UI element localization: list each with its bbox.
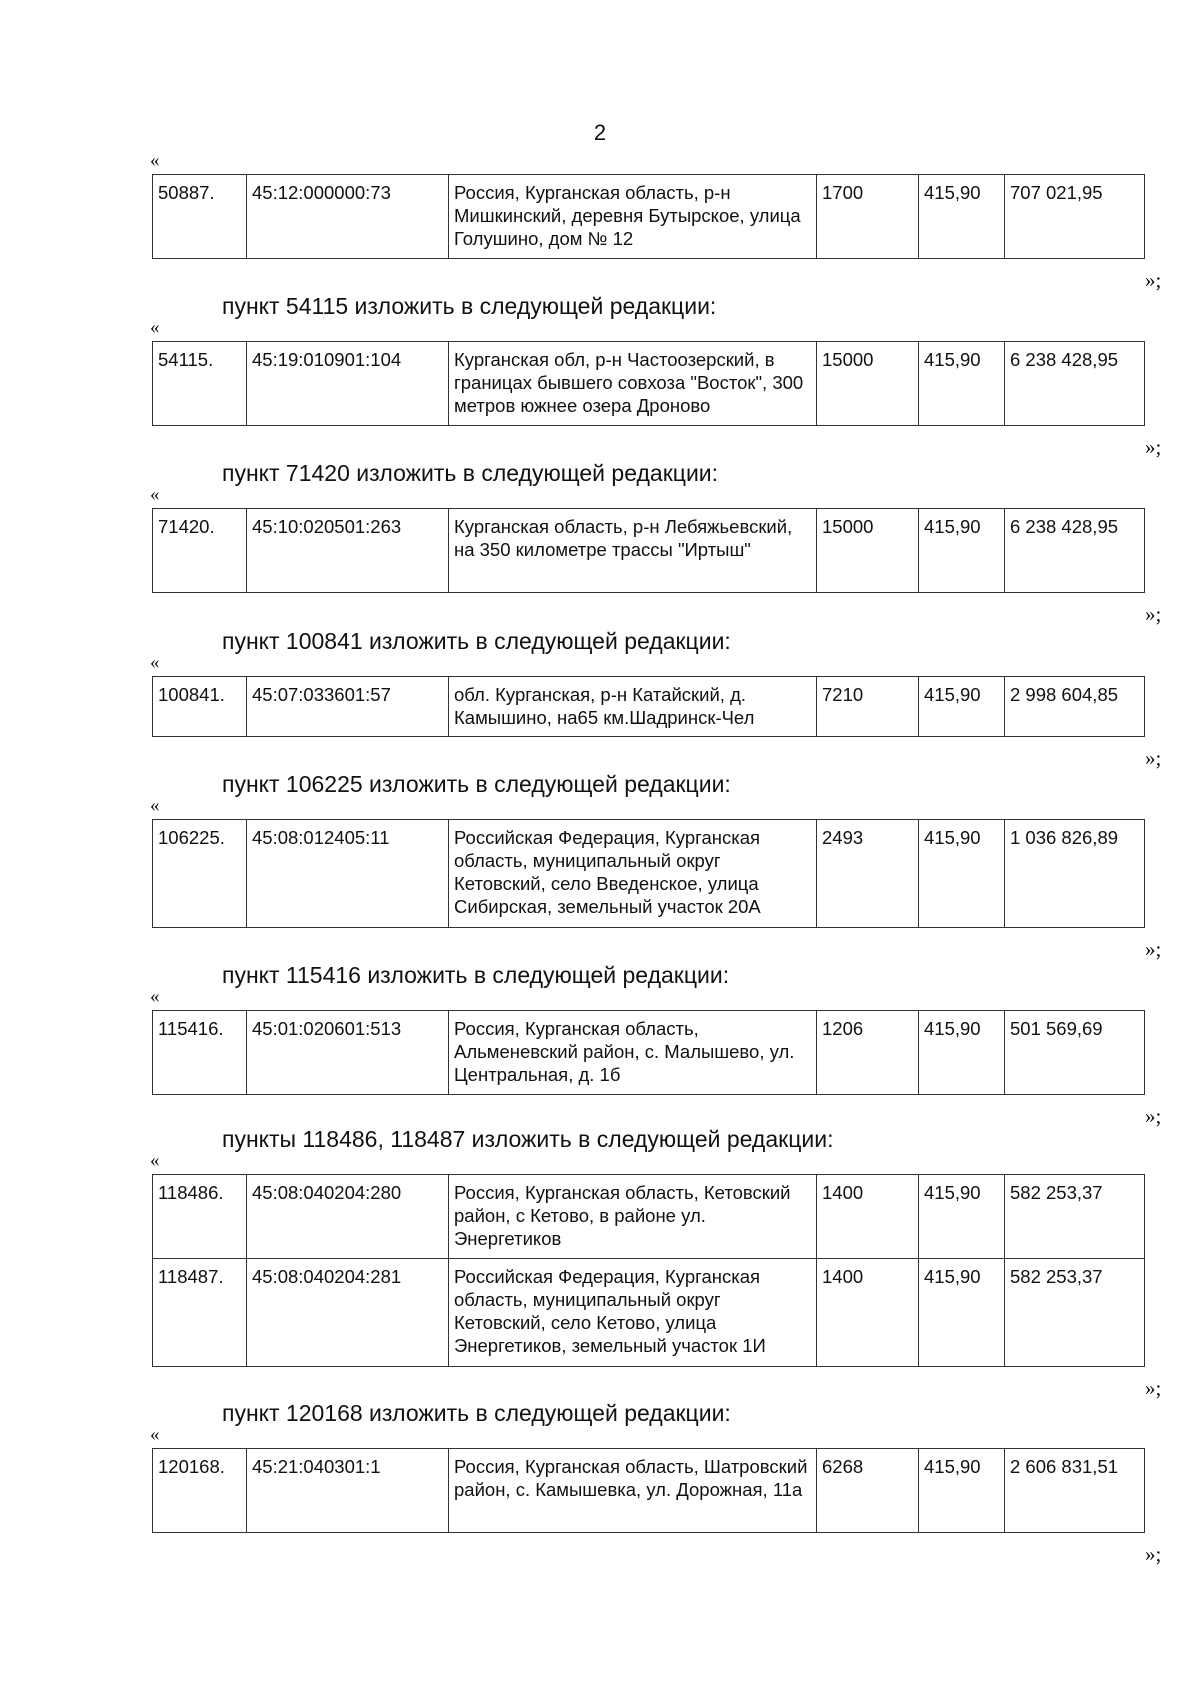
table-row: [153, 1175, 1145, 1259]
cadastral-number-cell: 45:01:020601:513: [247, 1011, 449, 1095]
amendment-heading: пункты 118486, 118487 изложить в следующей редакции:: [222, 1126, 834, 1152]
table-row: [153, 820, 1145, 928]
opening-quote: «: [150, 1424, 160, 1445]
opening-quote: «: [150, 1150, 160, 1171]
cadastral-number-cell: 45:07:033601:57: [247, 677, 449, 737]
cadastral-value-cell: 6 238 428,95: [1005, 342, 1145, 426]
area-cell: 15000: [817, 342, 919, 426]
rate-cell: 415,90: [919, 820, 1005, 928]
row-number-cell: 71420.: [153, 509, 247, 593]
rate-cell: 415,90: [919, 1449, 1005, 1533]
table-row: [153, 175, 1145, 259]
opening-quote: «: [150, 795, 160, 816]
table-row: [153, 1259, 1145, 1367]
row-number-cell: 118487.: [153, 1259, 247, 1367]
rate-cell: 415,90: [919, 1175, 1005, 1259]
land-plot-table: [152, 341, 1145, 426]
cadastral-number-cell: 45:12:000000:73: [247, 175, 449, 259]
row-number-cell: 115416.: [153, 1011, 247, 1095]
table-row: [153, 1011, 1145, 1095]
cadastral-value-cell: 2 606 831,51: [1005, 1449, 1145, 1533]
opening-quote: «: [150, 317, 160, 338]
area-cell: 1400: [817, 1259, 919, 1367]
page-number: 2: [593, 120, 607, 145]
rate-cell: 415,90: [919, 509, 1005, 593]
closing-quote: »;: [1145, 268, 1162, 292]
closing-quote: »;: [1145, 1104, 1162, 1128]
rate-cell: 415,90: [919, 1259, 1005, 1367]
cadastral-number-cell: 45:10:020501:263: [247, 509, 449, 593]
closing-quote: »;: [1145, 435, 1162, 459]
rate-cell: 415,90: [919, 677, 1005, 737]
address-cell: обл. Курганская, р-н Катайский, д. Камышино, на65 км.Шадринск-Чел: [449, 677, 817, 737]
closing-quote: »;: [1145, 746, 1162, 770]
amendment-heading: пункт 54115 изложить в следующей редакции:: [222, 293, 717, 319]
cadastral-value-cell: 501 569,69: [1005, 1011, 1145, 1095]
cadastral-number-cell: 45:08:040204:281: [247, 1259, 449, 1367]
cadastral-number-cell: 45:08:012405:11: [247, 820, 449, 928]
cadastral-value-cell: 707 021,95: [1005, 175, 1145, 259]
land-plot-table: [152, 1448, 1145, 1533]
closing-quote: »;: [1145, 1376, 1162, 1400]
address-cell: Курганская обл, р-н Частоозерский, в границах бывшего совхоза "Восток", 300 метров южнее озера Дроново: [449, 342, 817, 426]
cadastral-number-cell: 45:21:040301:1: [247, 1449, 449, 1533]
address-cell: Россия, Курганская область, Шатровский район, с. Камышевка, ул. Дорожная, 11а: [449, 1449, 817, 1533]
row-number-cell: 106225.: [153, 820, 247, 928]
land-plot-table: [152, 819, 1145, 928]
table-row: [153, 342, 1145, 426]
area-cell: 1400: [817, 1175, 919, 1259]
closing-quote: »;: [1145, 937, 1162, 961]
address-cell: Российская Федерация, Курганская область, муниципальный округ Кетовский, село Кетово, улица Энергетиков, земельный участок 1И: [449, 1259, 817, 1367]
address-cell: Курганская область, р-н Лебяжьевский, на 350 километре трассы "Иртыш": [449, 509, 817, 593]
closing-quote: »;: [1145, 1542, 1162, 1566]
cadastral-value-cell: 2 998 604,85: [1005, 677, 1145, 737]
rate-cell: 415,90: [919, 1011, 1005, 1095]
opening-quote: «: [150, 484, 160, 505]
address-cell: Россия, Курганская область, р-н Мишкинский, деревня Бутырское, улица Голушино, дом № 12: [449, 175, 817, 259]
area-cell: 1206: [817, 1011, 919, 1095]
land-plot-table: [152, 508, 1145, 593]
rate-cell: 415,90: [919, 175, 1005, 259]
opening-quote: «: [150, 150, 160, 171]
area-cell: 2493: [817, 820, 919, 928]
opening-quote: «: [150, 986, 160, 1007]
cadastral-value-cell: 582 253,37: [1005, 1175, 1145, 1259]
amendment-heading: пункт 71420 изложить в следующей редакции:: [222, 460, 719, 486]
opening-quote: «: [150, 652, 160, 673]
address-cell: Российская Федерация, Курганская область, муниципальный округ Кетовский, село Введенское, улица Сибирская, земельный участок 20А: [449, 820, 817, 928]
table-row: [153, 509, 1145, 593]
cadastral-value-cell: 582 253,37: [1005, 1259, 1145, 1367]
amendment-heading: пункт 120168 изложить в следующей редакции:: [222, 1400, 731, 1426]
table-row: [153, 1449, 1145, 1533]
amendment-heading: пункт 115416 изложить в следующей редакции:: [222, 962, 730, 988]
cadastral-value-cell: 1 036 826,89: [1005, 820, 1145, 928]
amendment-heading: пункт 100841 изложить в следующей редакции:: [222, 628, 731, 654]
land-plot-table: [152, 1174, 1145, 1367]
amendment-heading: пункт 106225 изложить в следующей редакции:: [222, 771, 731, 797]
closing-quote: »;: [1145, 602, 1162, 626]
table-row: [153, 677, 1145, 737]
row-number-cell: 100841.: [153, 677, 247, 737]
land-plot-table: [152, 676, 1145, 737]
area-cell: 15000: [817, 509, 919, 593]
row-number-cell: 120168.: [153, 1449, 247, 1533]
cadastral-number-cell: 45:19:010901:104: [247, 342, 449, 426]
area-cell: 6268: [817, 1449, 919, 1533]
area-cell: 7210: [817, 677, 919, 737]
cadastral-value-cell: 6 238 428,95: [1005, 509, 1145, 593]
land-plot-table: [152, 1010, 1145, 1095]
land-plot-table: [152, 174, 1145, 259]
rate-cell: 415,90: [919, 342, 1005, 426]
cadastral-number-cell: 45:08:040204:280: [247, 1175, 449, 1259]
row-number-cell: 54115.: [153, 342, 247, 426]
row-number-cell: 118486.: [153, 1175, 247, 1259]
area-cell: 1700: [817, 175, 919, 259]
address-cell: Россия, Курганская область, Альменевский район, с. Малышево, ул. Центральная, д. 1б: [449, 1011, 817, 1095]
address-cell: Россия, Курганская область, Кетовский район, с Кетово, в районе ул. Энергетиков: [449, 1175, 817, 1259]
row-number-cell: 50887.: [153, 175, 247, 259]
